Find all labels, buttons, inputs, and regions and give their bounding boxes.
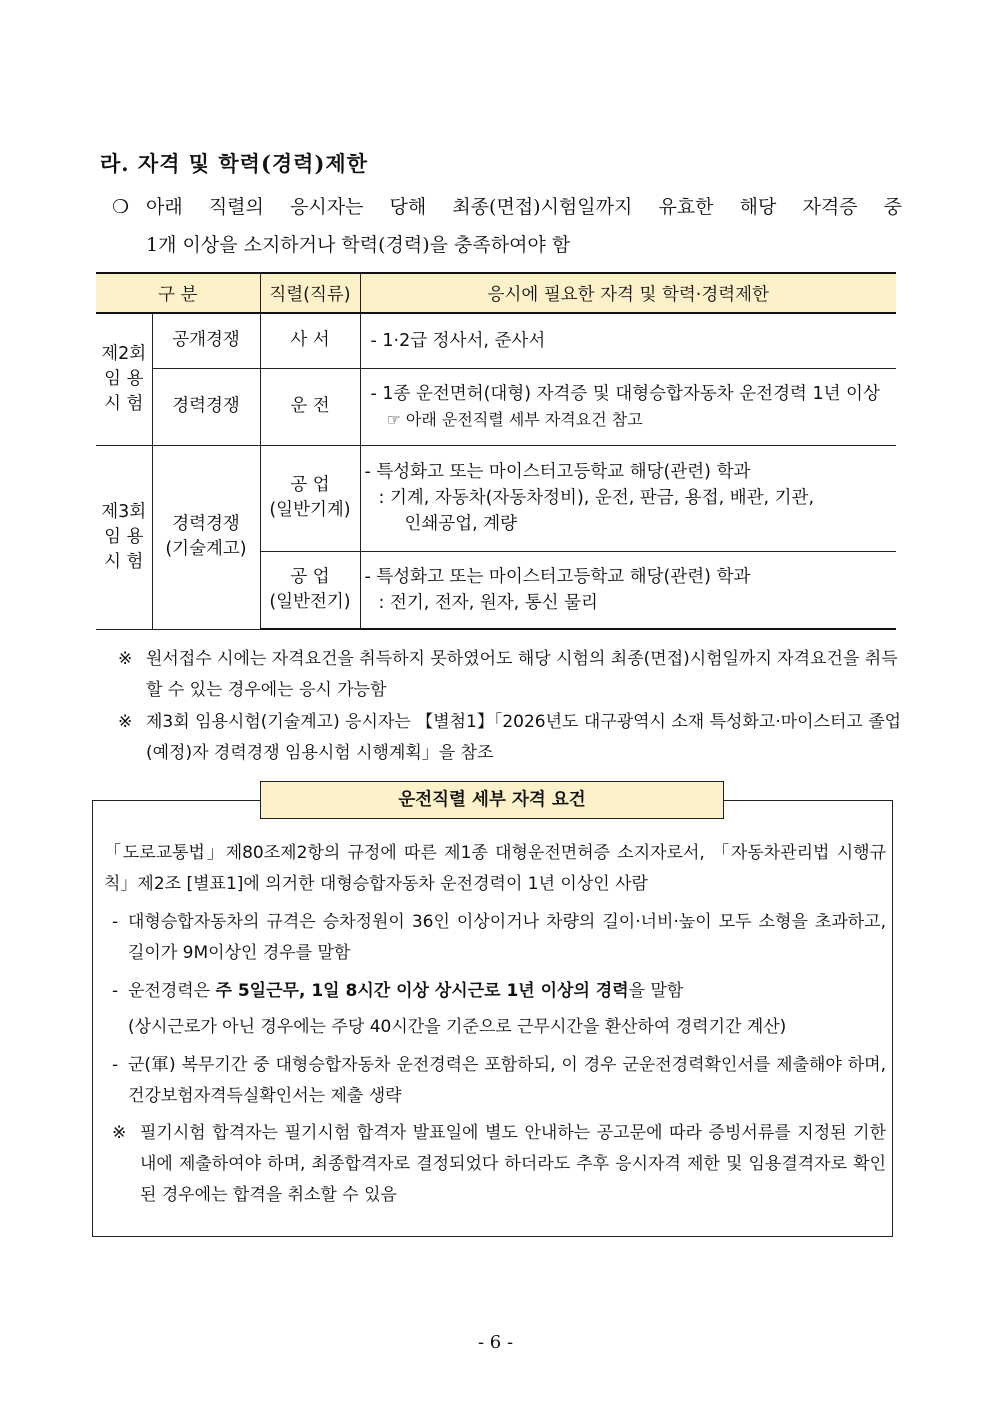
header-category: 구 분 bbox=[96, 273, 260, 313]
job-cell: 공 업 (일반기계) bbox=[260, 445, 360, 551]
box-item: - 운전경력은 주 5일근무, 1일 8시간 이상 상시근로 1년 이상의 경력을 말함 bbox=[104, 976, 886, 1007]
box-intro: 「도로교통법」제80조제2항의 규정에 따른 제1종 대형운전면허증 소지자로서, 「자동차관리법 시행규칙」제2조 [별표1]에 의거한 대형승합자동차 운전경력이 1년 이상인 사람 bbox=[104, 843, 886, 894]
page-number: - 6 - bbox=[477, 1332, 514, 1353]
job-cell: 사 서 bbox=[260, 313, 360, 368]
box-item: - 대형승합자동차의 규격은 승차정원이 36인 이상이거나 차량의 길이·너비·높이 모두 소형을 초과하고, 길이가 9M이상인 경우를 말함 bbox=[104, 907, 886, 969]
section-heading: 라. 자격 및 학력(경력)제한 bbox=[100, 151, 368, 176]
note-item: ※ 원서접수 시에는 자격요건을 취득하지 못하였어도 해당 시험의 최종(면접)시험일까지 자격요건을 취득할 수 있는 경우에는 응시 가능함 bbox=[118, 644, 904, 706]
requirement-cell: - 1·2급 정사서, 준사서 bbox=[360, 313, 896, 368]
box-item-note: (상시근로가 아닌 경우에는 주당 40시간을 기준으로 근무시간을 환산하여 경력기간 계산) bbox=[128, 1017, 787, 1037]
job-cell: 운 전 bbox=[260, 368, 360, 445]
intro-line-1: 아래 직렬의 응시자는 당해 최종(면접)시험일까지 유효한 해당 자격증 중 bbox=[146, 196, 902, 218]
table-header-row bbox=[96, 273, 896, 313]
dash-icon: - bbox=[112, 981, 119, 1001]
exam-type-cell: 경력경쟁 (기술계고) bbox=[152, 445, 260, 629]
header-requirement: 응시에 필요한 자격 및 학력·경력제한 bbox=[360, 273, 896, 313]
qualification-table bbox=[96, 272, 896, 630]
reference-mark-icon: ※ bbox=[118, 649, 133, 669]
exam-type-cell: 공개경쟁 bbox=[152, 313, 260, 368]
requirement-cell: - 특성화고 또는 마이스터고등학교 해당(관련) 학과 : 전기, 전자, 원자, 통신 물리 bbox=[360, 551, 896, 629]
reference-note: ☞ 아래 운전직렬 세부 자격요건 참고 bbox=[386, 409, 643, 429]
job-cell: 공 업 (일반전기) bbox=[260, 551, 360, 629]
box-item: - 군(軍) 복무기간 중 대형승합자동차 운전경력은 포함하되, 이 경우 군운전경력확인서를 제출해야 하며, 건강보험자격득실확인서는 제출 생략 bbox=[104, 1050, 886, 1112]
emphasis-text: 주 5일근무, 1일 8시간 이상 상시근로 1년 이상의 경력 bbox=[215, 981, 629, 1001]
box-star-note: ※ 필기시험 합격자는 필기시험 합격자 발표일에 별도 안내하는 공고문에 따라 증빙서류를 지정된 기한 내에 제출하여야 하며, 최종합격자로 결정되었다 하더라도 추후 응시자격 제한 및 임용결격자로 확인된 경우에는 합격을 취소할 수 있음 bbox=[104, 1118, 886, 1211]
note-item: ※ 제3회 임용시험(기술계고) 응시자는 【별첨1】「2026년도 대구광역시 소재 특성화고·마이스터고 졸업(예정)자 경력경쟁 임용시험 시행계획」을 참조 bbox=[118, 707, 904, 769]
requirement-cell: - 특성화고 또는 마이스터고등학교 해당(관련) 학과 : 기계, 자동차(자동차정비), 운전, 판금, 용접, 배관, 기관, 인쇄공업, 계량 bbox=[360, 445, 896, 551]
box-body bbox=[104, 838, 886, 1211]
header-job: 직렬(직류) bbox=[260, 273, 360, 313]
table-row bbox=[96, 445, 896, 551]
exam-type-cell: 경력경쟁 bbox=[152, 368, 260, 445]
reference-mark-icon: ※ bbox=[118, 712, 133, 732]
notes-list bbox=[118, 644, 904, 770]
group-label-exam2: 제2회 임 용 시 험 bbox=[96, 313, 152, 445]
dash-icon: - bbox=[112, 912, 119, 932]
table-row bbox=[96, 313, 896, 368]
circle-bullet-icon: ❍ bbox=[112, 196, 130, 218]
reference-mark-icon: ※ bbox=[112, 1123, 127, 1143]
box-title: 운전직렬 세부 자격 요건 bbox=[260, 781, 724, 819]
group-label-exam3: 제3회 임 용 시 험 bbox=[96, 445, 152, 629]
table-row bbox=[96, 368, 896, 445]
dash-icon: - bbox=[112, 1055, 119, 1075]
requirement-cell: - 1종 운전면허(대형) 자격증 및 대형승합자동차 운전경력 1년 이상 ☞ 아래 운전직렬 세부 자격요건 참고 bbox=[360, 368, 896, 445]
intro-line-2: 1개 이상을 소지하거나 학력(경력)을 충족하여야 함 bbox=[146, 234, 571, 256]
